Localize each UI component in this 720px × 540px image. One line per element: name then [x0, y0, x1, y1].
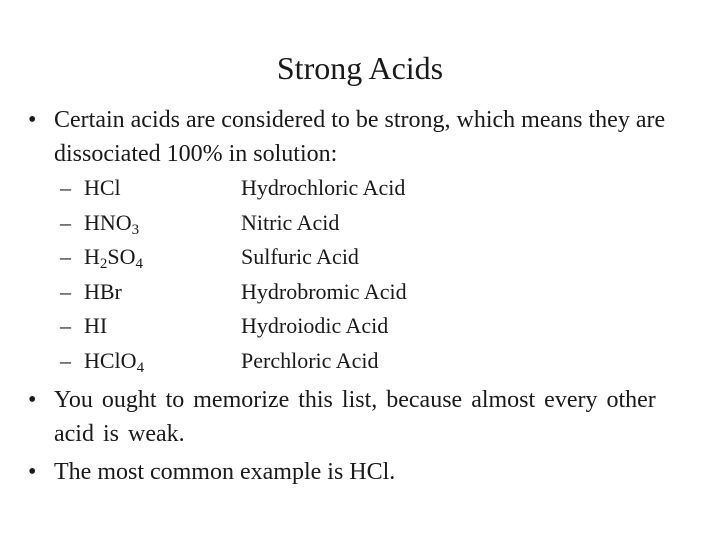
- acid-name: Perchloric Acid: [241, 347, 379, 373]
- formula-part: HBr: [84, 278, 122, 304]
- acid-name: Hydrobromic Acid: [241, 278, 407, 304]
- acid-formula: [84, 171, 121, 206]
- formula-part: HClO: [84, 347, 137, 373]
- formula-subscript: 4: [135, 256, 144, 273]
- formula-subscript: 4: [136, 359, 145, 376]
- acid-row-h2so4: [60, 240, 680, 275]
- bullet-example-text: The most common example is HCl.: [54, 459, 396, 485]
- acid-row-hclo4: [60, 344, 680, 379]
- acid-formula: [84, 344, 144, 386]
- bullet-marker: •: [28, 387, 37, 413]
- acid-name: Hydroiodic Acid: [241, 313, 389, 339]
- acid-row-hbr: [60, 275, 680, 310]
- dash-marker: –: [60, 278, 71, 304]
- bullet-intro: [28, 103, 698, 171]
- acid-row-hi: [60, 309, 680, 344]
- bullet-marker: •: [28, 107, 37, 133]
- bullet-marker: •: [28, 459, 37, 485]
- bullet-memorize-text: You ought to memorize this list, because almost every other acid is weak.: [54, 387, 656, 447]
- dash-marker: –: [60, 244, 71, 270]
- formula-part: HI: [84, 313, 108, 339]
- acid-list: [60, 171, 680, 379]
- acid-name: Nitric Acid: [241, 209, 340, 235]
- formula-subscript: 2: [99, 256, 108, 273]
- formula-part: H: [84, 244, 100, 270]
- bullet-memorize: [28, 383, 698, 451]
- acid-formula: [84, 275, 122, 310]
- acid-formula: [84, 309, 107, 344]
- acid-name: Hydrochloric Acid: [241, 175, 406, 200]
- formula-part: SO: [107, 244, 136, 270]
- slide-title: Strong Acids: [276, 50, 444, 86]
- formula-part: HCl: [84, 175, 121, 200]
- dash-marker: –: [60, 209, 71, 235]
- bullet-example: [28, 455, 698, 489]
- acid-row-hno3: [60, 206, 680, 241]
- dash-marker: –: [60, 313, 71, 339]
- formula-part: HNO: [84, 209, 132, 235]
- bullet-intro-text: Certain acids are considered to be strong, which means they are dissociated 100% in solution:: [54, 107, 666, 167]
- dash-marker: –: [60, 347, 71, 373]
- acid-name: Sulfuric Acid: [241, 244, 359, 270]
- acid-row-hcl: [60, 171, 680, 206]
- formula-subscript: 3: [131, 221, 140, 238]
- dash-marker: –: [60, 175, 71, 200]
